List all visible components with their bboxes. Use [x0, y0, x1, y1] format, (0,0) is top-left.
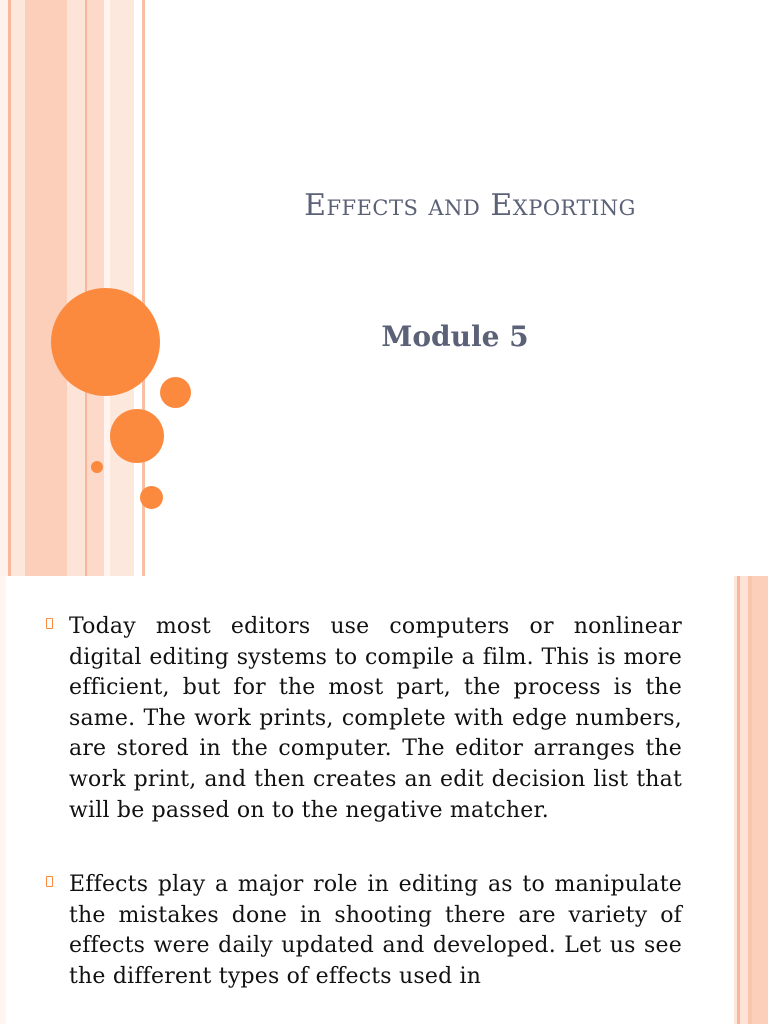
bullet-item — [46, 870, 682, 992]
medium-circle-decoration — [110, 409, 164, 463]
slide-title: Effects and Exporting — [304, 188, 636, 223]
decorative-stripe — [0, 576, 6, 1024]
bullet-text: Effects play a major role in editing as to manipulate the mistakes done in shooting there are variety of effects were daily updated and developed. Let us see the different types of effects used in — [69, 872, 682, 989]
decorative-stripe — [67, 0, 85, 576]
hollow-square-bullet-icon — [46, 876, 53, 887]
bullet-list — [46, 612, 682, 1024]
small-circle-decoration — [140, 486, 163, 509]
decorative-stripe — [11, 0, 25, 576]
bullet-item — [46, 612, 682, 826]
decorative-stripe — [752, 576, 768, 1024]
slide-subtitle: Module 5 — [381, 320, 529, 353]
small-circle-decoration — [160, 377, 191, 408]
decorative-stripe — [740, 576, 748, 1024]
hollow-square-bullet-icon — [46, 618, 53, 629]
decorative-stripe — [134, 0, 136, 576]
decorative-stripe — [25, 0, 67, 576]
tiny-circle-decoration — [91, 461, 103, 473]
bullet-text: Today most editors use computers or nonlinear digital editing systems to compile a film. This is more efficient, but for the most part, the process is the same. The work prints, complete with edge numbers, are stored in the computer. The editor arranges the work print, and then creates an edit decision list that will be passed on to the negative matcher. — [69, 614, 682, 823]
content-slide — [0, 576, 768, 1024]
large-circle-decoration — [51, 288, 160, 396]
decorative-stripe — [0, 0, 8, 576]
